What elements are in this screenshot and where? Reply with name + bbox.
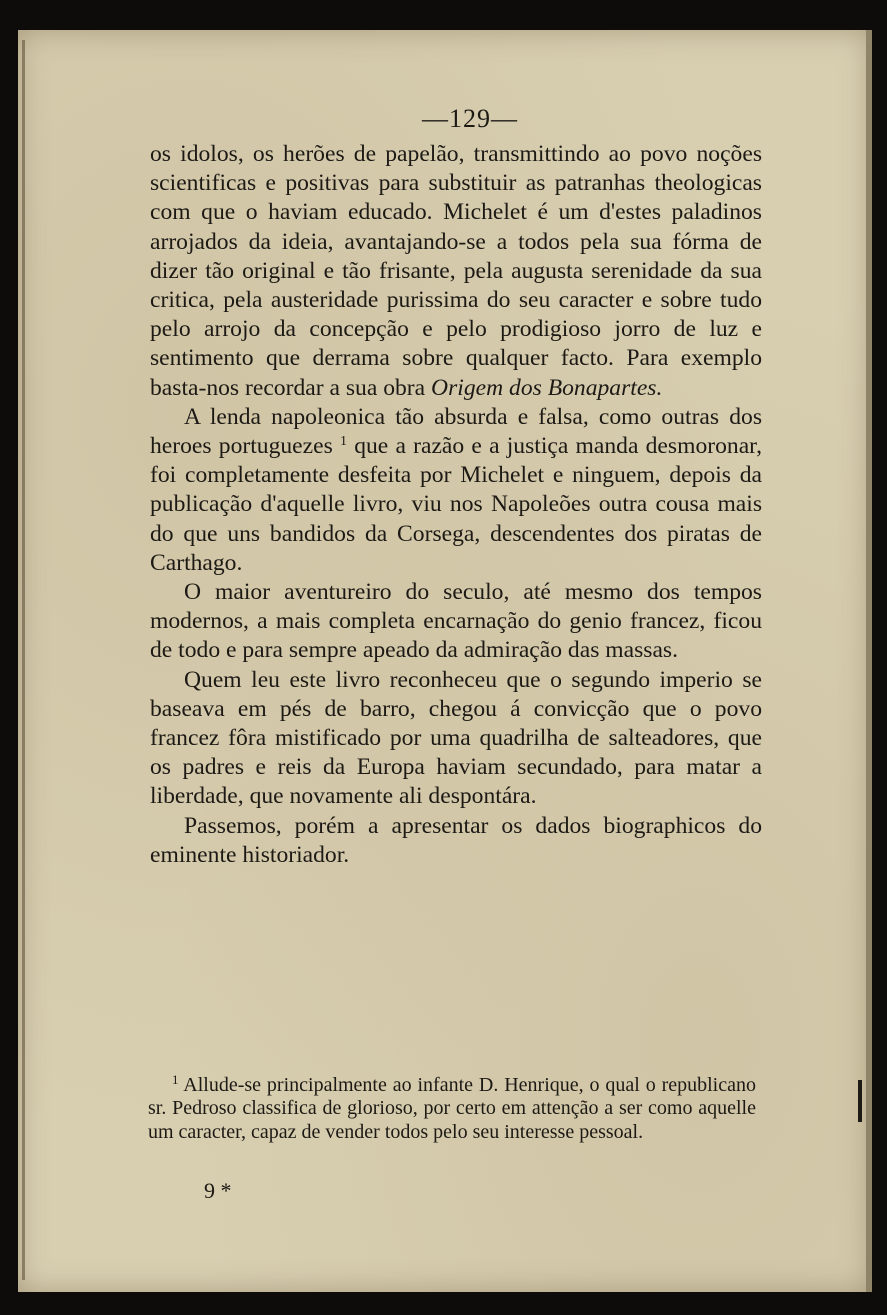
footnote-reference[interactable]: 1 [339, 434, 347, 450]
paragraph-2-text: A lenda napoleonica tão absurda e falsa, como outras dos heroes portuguezes [150, 403, 762, 460]
paragraph-3: O maior aventureiro do seculo, até mesmo dos tempos modernos, a mais completa encarnação do genio francez, ficou de todo e para sempre apeado da admiração das massas. [150, 579, 762, 664]
page-right-edge [866, 30, 872, 1292]
body-text [150, 140, 762, 870]
paragraph-4: Quem leu este livro reconheceu que o segundo imperio se baseava em pés de barro, chegou á convicção que o povo francez fôra mistificado por uma quadrilha de salteadores, que os padres e reis da Europa haviam secundado, para matar a liberdade, que novamente ali despontára. [150, 666, 762, 810]
printer-signature: 9 * [204, 1178, 232, 1203]
paragraph-2 [150, 403, 762, 578]
footnote-paragraph [148, 1074, 756, 1144]
page-binding-edge [22, 40, 25, 1280]
page-number: —129— [422, 104, 518, 133]
margin-ink-mark [858, 1080, 862, 1122]
paragraph-1-text: os idolos, os herões de papelão, transmittindo ao povo noções scientificas e positivas para substituir as patranhas theologicas com que o haviam educado. Michelet é um d'estes paladinos arrojados da ideia, avantajando-se a todos pela sua fórma de dizer tão original e tão frisante, pela augusta serenidade da sua critica, pela austeridade purissima do seu caracter e sobre tudo pelo arrojo da concepção e pelo prodigioso jorro de luz e sentimento que derrama sobre qualquer facto. Para exemplo basta-nos recordar a sua obra [150, 141, 762, 401]
paragraph-2-rest: que a razão e a justiça manda desmoronar, foi completamente desfeita por Michelet e ninguem, depois da publicação d'aquelle livro, viu nos Napoleões outra cousa mais do que uns bandidos da Corsega, descendentes dos piratas de Carthago. [150, 433, 762, 576]
paragraph-5: Passemos, porém a apresentar os dados biographicos do eminente historiador. [150, 812, 762, 868]
footnote-marker: 1 [172, 1072, 179, 1087]
paragraph-1 [150, 140, 762, 403]
footnote-text: Allude-se principalmente ao infante D. Henrique, o qual o republicano sr. Pedroso classifica de glorioso, por certo em attenção a ser como aquelle um caracter, capaz de vender todos pelo seu interesse pessoal. [148, 1074, 756, 1143]
book-title: Origem dos Bonapartes. [431, 374, 663, 401]
footnote [148, 1074, 756, 1144]
